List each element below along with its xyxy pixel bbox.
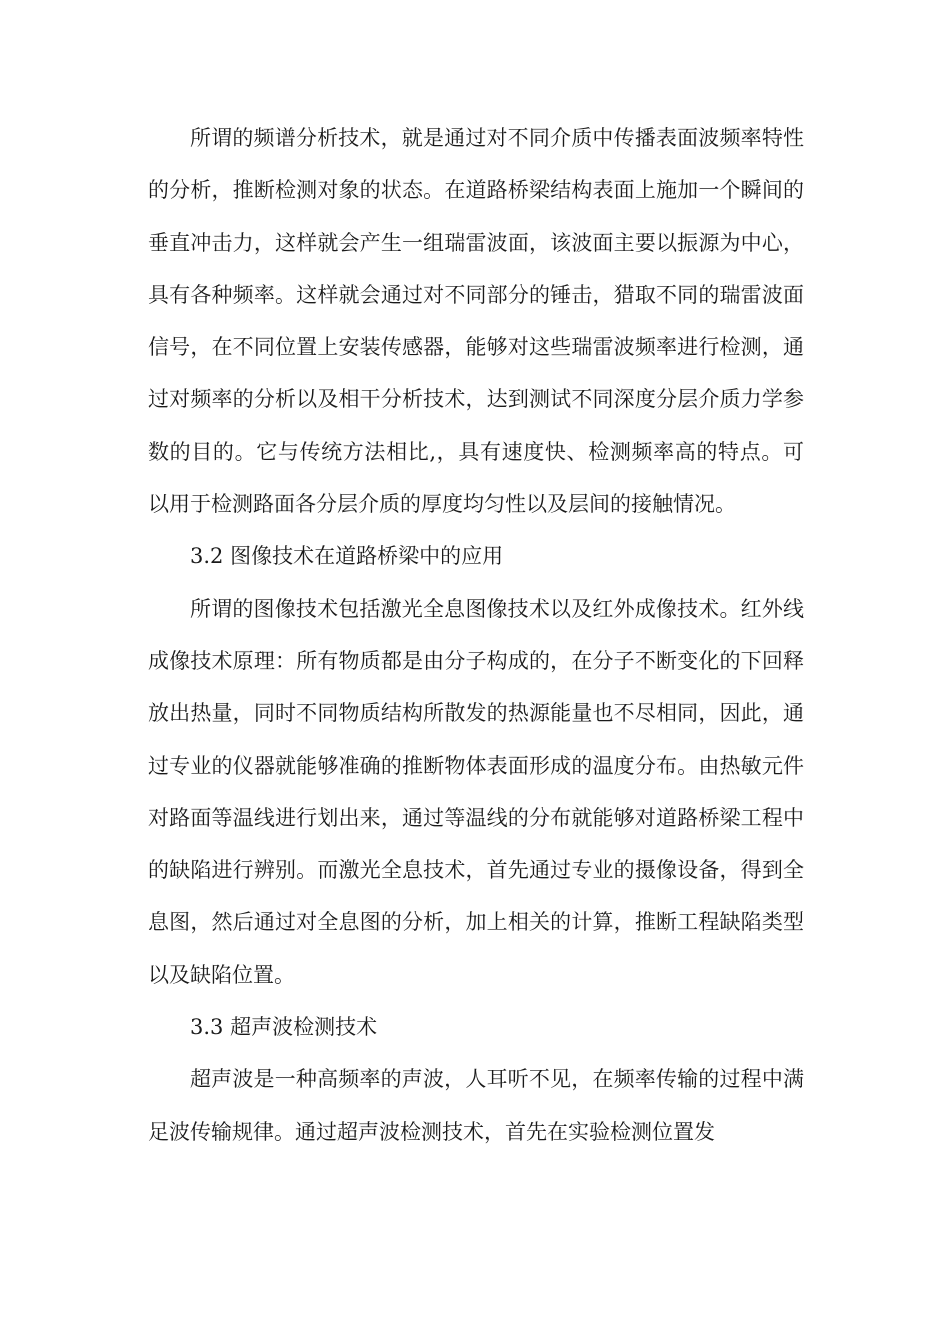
- paragraph-image-technology: 所谓的图像技术包括激光全息图像技术以及红外成像技术。红外线成像技术原理：所有物质都是由分子构成的，在分子不断变化的下回释放出热量，同时不同物质结构所散发的热源能量也不尽相同，因此，通过专业的仪器就能够准确的推断物体表面形成的温度分布。由热敏元件对路面等温线进行划出来，通过等温线的分布就能够对道路桥梁工程中的缺陷进行辨别。而激光全息技术，首先通过专业的摄像设备，得到全息图，然后通过对全息图的分析，加上相关的计算，推断工程缺陷类型以及缺陷位置。: [148, 596, 804, 987]
- paragraph-spectrum-analysis: 所谓的频谱分析技术，就是通过对不同介质中传播表面波频率特性的分析，推断检测对象的状态。在道路桥梁结构表面上施加一个瞬间的垂直冲击力，这样就会产生一组瑞雷波面，该波面主要以振源为中心，具有各种频率。这样就会通过对不同部分的锤击，猎取不同的瑞雷波面信号，在不同位置上安装传感器，能够对这些瑞雷波频率进行检测，通过对频率的分析以及相干分析技术，达到测试不同深度分层介质力学参数的目的。它与传统方法相比,，具有速度快、检测频率高的特点。可以用于检测路面各分层介质的厚度均匀性以及层间的接触情况。: [148, 126, 804, 517]
- section-heading-3-3: 3.3 超声波检测技术: [190, 1015, 378, 1040]
- section-heading-3-2: 3.2 图像技术在道路桥梁中的应用: [190, 544, 504, 569]
- paragraph-ultrasonic: 超声波是一种高频率的声波，人耳听不见，在频率传输的过程中满足波传输规律。通过超声波检测技术，首先在实验检测位置发: [148, 1067, 804, 1144]
- document-body: [148, 112, 804, 1158]
